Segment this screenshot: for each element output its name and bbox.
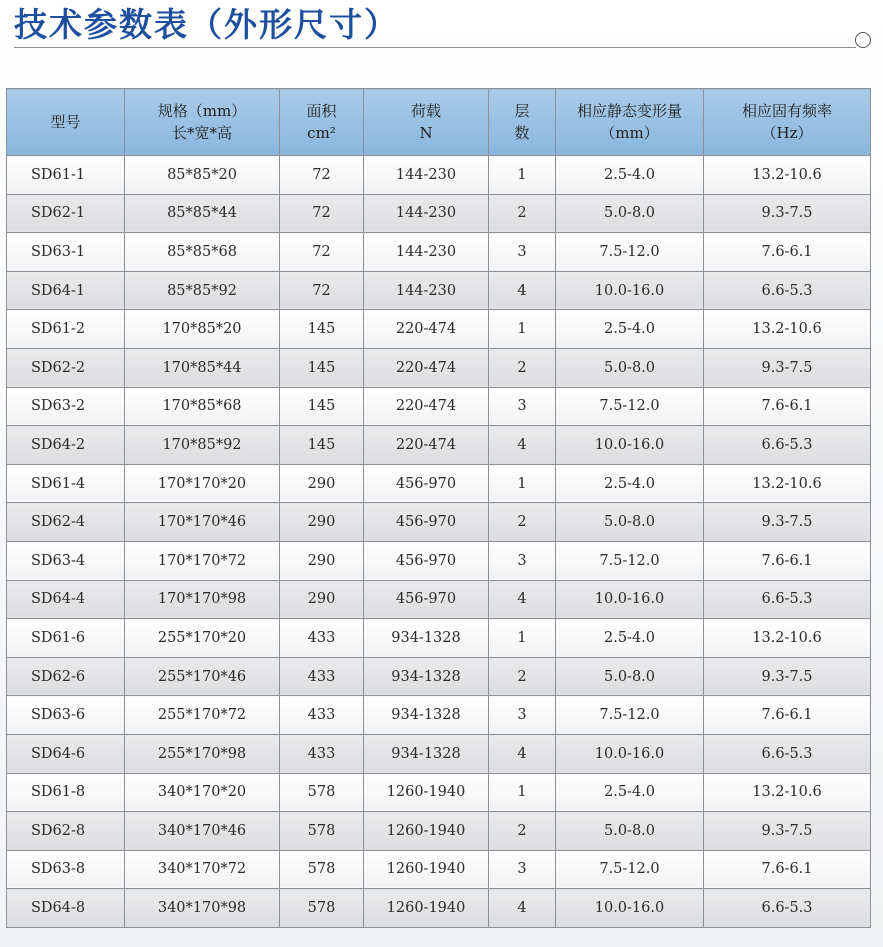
cell-spec: 170*85*20 [125, 310, 280, 349]
cell-area: 578 [280, 812, 364, 851]
cell-load: 144-230 [364, 194, 489, 233]
table-row [7, 310, 871, 349]
page-title: 技术参数表（外形尺寸） [14, 5, 399, 44]
cell-area: 290 [280, 541, 364, 580]
cell-frequency: 7.6-6.1 [704, 850, 871, 889]
cell-layers: 4 [489, 889, 556, 928]
cell-model: SD61-1 [7, 156, 125, 195]
cell-load: 456-970 [364, 541, 489, 580]
cell-model: SD61-6 [7, 619, 125, 658]
cell-spec: 340*170*98 [125, 889, 280, 928]
cell-layers: 3 [489, 387, 556, 426]
cell-load: 934-1328 [364, 696, 489, 735]
cell-model: SD63-1 [7, 233, 125, 272]
cell-frequency: 13.2-10.6 [704, 310, 871, 349]
cell-spec: 85*85*20 [125, 156, 280, 195]
cell-spec: 170*85*44 [125, 348, 280, 387]
cell-deformation: 5.0-8.0 [556, 812, 704, 851]
cell-model: SD61-8 [7, 773, 125, 812]
cell-model: SD61-2 [7, 310, 125, 349]
cell-load: 934-1328 [364, 619, 489, 658]
cell-frequency: 13.2-10.6 [704, 464, 871, 503]
cell-layers: 1 [489, 310, 556, 349]
cell-area: 145 [280, 348, 364, 387]
header-layers: 层 数 [489, 89, 556, 156]
table-row [7, 156, 871, 195]
cell-frequency: 9.3-7.5 [704, 812, 871, 851]
cell-load: 934-1328 [364, 657, 489, 696]
cell-load: 144-230 [364, 233, 489, 272]
header-load: 荷载 N [364, 89, 489, 156]
table-body [7, 156, 871, 928]
cell-deformation: 2.5-4.0 [556, 773, 704, 812]
cell-model: SD62-4 [7, 503, 125, 542]
cell-frequency: 9.3-7.5 [704, 657, 871, 696]
cell-frequency: 6.6-5.3 [704, 426, 871, 465]
cell-load: 456-970 [364, 503, 489, 542]
cell-frequency: 9.3-7.5 [704, 503, 871, 542]
cell-model: SD63-4 [7, 541, 125, 580]
cell-deformation: 10.0-16.0 [556, 889, 704, 928]
cell-deformation: 7.5-12.0 [556, 541, 704, 580]
cell-frequency: 13.2-10.6 [704, 773, 871, 812]
cell-deformation: 7.5-12.0 [556, 387, 704, 426]
cell-load: 144-230 [364, 156, 489, 195]
cell-area: 145 [280, 310, 364, 349]
cell-spec: 170*170*98 [125, 580, 280, 619]
cell-frequency: 6.6-5.3 [704, 889, 871, 928]
cell-area: 290 [280, 580, 364, 619]
cell-load: 456-970 [364, 464, 489, 503]
cell-frequency: 7.6-6.1 [704, 696, 871, 735]
cell-layers: 2 [489, 348, 556, 387]
cell-layers: 2 [489, 657, 556, 696]
cell-layers: 1 [489, 464, 556, 503]
header-spec: 规格（mm） 长*宽*高 [125, 89, 280, 156]
table-row [7, 464, 871, 503]
cell-frequency: 13.2-10.6 [704, 156, 871, 195]
cell-model: SD63-6 [7, 696, 125, 735]
cell-layers: 3 [489, 696, 556, 735]
cell-deformation: 2.5-4.0 [556, 619, 704, 658]
title-divider [14, 47, 856, 48]
table-row [7, 503, 871, 542]
cell-spec: 255*170*46 [125, 657, 280, 696]
table-row [7, 348, 871, 387]
circle-icon [855, 32, 871, 48]
cell-load: 144-230 [364, 271, 489, 310]
cell-area: 433 [280, 734, 364, 773]
cell-model: SD64-2 [7, 426, 125, 465]
header-model: 型号 [7, 89, 125, 156]
cell-area: 290 [280, 464, 364, 503]
table-row [7, 541, 871, 580]
cell-layers: 2 [489, 503, 556, 542]
cell-layers: 1 [489, 773, 556, 812]
cell-layers: 4 [489, 271, 556, 310]
table-row [7, 426, 871, 465]
cell-area: 145 [280, 387, 364, 426]
cell-load: 220-474 [364, 310, 489, 349]
cell-deformation: 5.0-8.0 [556, 348, 704, 387]
cell-model: SD62-2 [7, 348, 125, 387]
table-row [7, 812, 871, 851]
cell-area: 578 [280, 889, 364, 928]
cell-area: 72 [280, 271, 364, 310]
cell-spec: 85*85*44 [125, 194, 280, 233]
cell-area: 433 [280, 619, 364, 658]
cell-deformation: 7.5-12.0 [556, 850, 704, 889]
cell-model: SD63-8 [7, 850, 125, 889]
cell-deformation: 7.5-12.0 [556, 696, 704, 735]
table-row [7, 580, 871, 619]
cell-layers: 1 [489, 619, 556, 658]
cell-model: SD62-8 [7, 812, 125, 851]
table-row [7, 734, 871, 773]
cell-spec: 170*170*72 [125, 541, 280, 580]
cell-deformation: 7.5-12.0 [556, 233, 704, 272]
cell-frequency: 7.6-6.1 [704, 387, 871, 426]
cell-deformation: 5.0-8.0 [556, 657, 704, 696]
table-row [7, 194, 871, 233]
cell-load: 1260-1940 [364, 889, 489, 928]
cell-frequency: 13.2-10.6 [704, 619, 871, 658]
cell-spec: 255*170*20 [125, 619, 280, 658]
cell-model: SD64-4 [7, 580, 125, 619]
table-header-row [7, 89, 871, 156]
table-row [7, 657, 871, 696]
cell-spec: 340*170*20 [125, 773, 280, 812]
cell-deformation: 10.0-16.0 [556, 734, 704, 773]
cell-frequency: 9.3-7.5 [704, 348, 871, 387]
table-row [7, 696, 871, 735]
cell-load: 934-1328 [364, 734, 489, 773]
cell-area: 433 [280, 696, 364, 735]
cell-spec: 170*85*92 [125, 426, 280, 465]
cell-layers: 3 [489, 233, 556, 272]
cell-frequency: 6.6-5.3 [704, 580, 871, 619]
cell-load: 1260-1940 [364, 850, 489, 889]
cell-deformation: 5.0-8.0 [556, 194, 704, 233]
table-row [7, 271, 871, 310]
header-deformation: 相应静态变形量 （mm） [556, 89, 704, 156]
cell-area: 433 [280, 657, 364, 696]
table-row [7, 850, 871, 889]
cell-layers: 2 [489, 812, 556, 851]
cell-spec: 85*85*92 [125, 271, 280, 310]
cell-model: SD62-1 [7, 194, 125, 233]
cell-spec: 340*170*46 [125, 812, 280, 851]
cell-spec: 170*85*68 [125, 387, 280, 426]
cell-model: SD64-1 [7, 271, 125, 310]
cell-spec: 170*170*20 [125, 464, 280, 503]
table-row [7, 387, 871, 426]
cell-frequency: 9.3-7.5 [704, 194, 871, 233]
cell-load: 220-474 [364, 348, 489, 387]
cell-layers: 4 [489, 426, 556, 465]
cell-load: 456-970 [364, 580, 489, 619]
cell-layers: 3 [489, 541, 556, 580]
cell-frequency: 7.6-6.1 [704, 541, 871, 580]
cell-load: 1260-1940 [364, 812, 489, 851]
cell-load: 1260-1940 [364, 773, 489, 812]
cell-deformation: 10.0-16.0 [556, 426, 704, 465]
cell-spec: 255*170*98 [125, 734, 280, 773]
table-row [7, 773, 871, 812]
cell-load: 220-474 [364, 426, 489, 465]
cell-layers: 4 [489, 734, 556, 773]
cell-area: 145 [280, 426, 364, 465]
cell-layers: 2 [489, 194, 556, 233]
cell-frequency: 6.6-5.3 [704, 734, 871, 773]
cell-area: 72 [280, 233, 364, 272]
header-frequency: 相应固有频率 （Hz） [704, 89, 871, 156]
cell-frequency: 7.6-6.1 [704, 233, 871, 272]
cell-deformation: 10.0-16.0 [556, 580, 704, 619]
cell-model: SD62-6 [7, 657, 125, 696]
cell-deformation: 5.0-8.0 [556, 503, 704, 542]
cell-deformation: 10.0-16.0 [556, 271, 704, 310]
cell-area: 72 [280, 156, 364, 195]
table-row [7, 889, 871, 928]
cell-model: SD64-8 [7, 889, 125, 928]
cell-layers: 3 [489, 850, 556, 889]
cell-spec: 170*170*46 [125, 503, 280, 542]
table-row [7, 233, 871, 272]
cell-model: SD61-4 [7, 464, 125, 503]
cell-area: 578 [280, 773, 364, 812]
cell-spec: 340*170*72 [125, 850, 280, 889]
cell-deformation: 2.5-4.0 [556, 464, 704, 503]
spec-table [6, 88, 871, 928]
cell-area: 72 [280, 194, 364, 233]
cell-load: 220-474 [364, 387, 489, 426]
cell-layers: 4 [489, 580, 556, 619]
cell-frequency: 6.6-5.3 [704, 271, 871, 310]
cell-model: SD63-2 [7, 387, 125, 426]
cell-deformation: 2.5-4.0 [556, 310, 704, 349]
header-area: 面积 cm² [280, 89, 364, 156]
table-row [7, 619, 871, 658]
cell-spec: 85*85*68 [125, 233, 280, 272]
cell-spec: 255*170*72 [125, 696, 280, 735]
cell-deformation: 2.5-4.0 [556, 156, 704, 195]
cell-area: 290 [280, 503, 364, 542]
cell-model: SD64-6 [7, 734, 125, 773]
cell-area: 578 [280, 850, 364, 889]
cell-layers: 1 [489, 156, 556, 195]
